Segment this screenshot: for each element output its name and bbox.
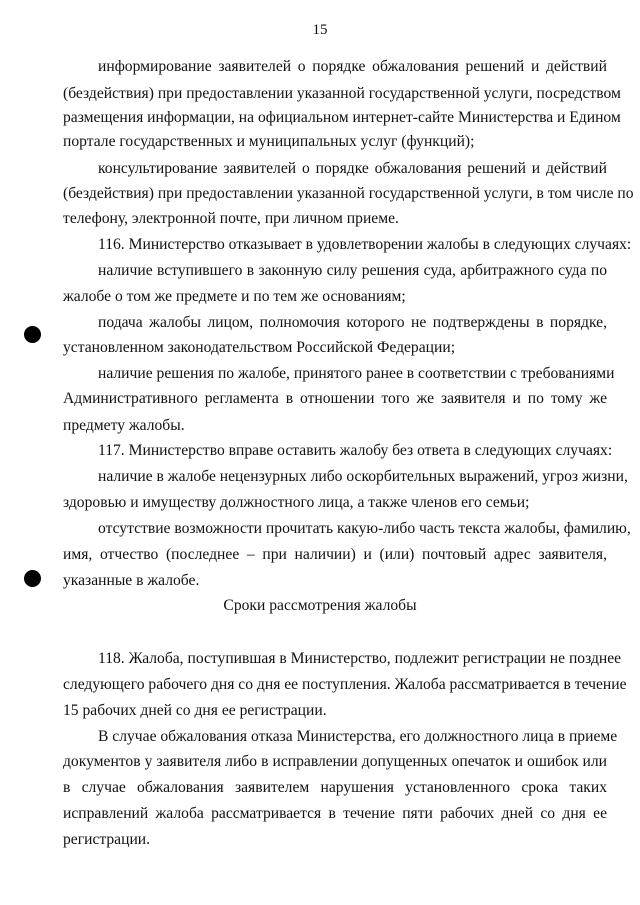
text-line: в случае обжалования заявителем нарушения установленного срока таких bbox=[63, 779, 607, 796]
text-line: имя, отчество (последнее – при наличии) и (или) почтовый адрес заявителя, bbox=[63, 546, 607, 563]
text-line: исправлений жалоба рассматривается в течение пяти рабочих дней со дня ее bbox=[63, 805, 607, 822]
section-117-heading: 117. Министерство вправе оставить жалобу без ответа в следующих случаях: bbox=[98, 442, 613, 459]
section-116-heading: 116. Министерство отказывает в удовлетворении жалобы в следующих случаях: bbox=[98, 236, 632, 253]
text-line: наличие в жалобе нецензурных либо оскорбительных выражений, угроз жизни, bbox=[98, 468, 628, 485]
text-line: предмету жалобы. bbox=[63, 417, 185, 434]
punch-hole-mark bbox=[24, 570, 41, 587]
text-line: размещения информации, на официальном интернет-сайте Министерства и Едином bbox=[63, 109, 621, 126]
punch-hole-mark bbox=[24, 326, 41, 343]
text-line: установленном законодательством Российской Федерации; bbox=[63, 339, 456, 356]
text-line: наличие решения по жалобе, принятого ранее в соответствии с требованиями bbox=[98, 365, 615, 382]
text-line: отсутствие возможности прочитать какую-либо часть текста жалобы, фамилию, bbox=[98, 520, 631, 537]
text-line: информирование заявителей о порядке обжалования решений и действий bbox=[98, 58, 607, 75]
text-line: документов у заявителя либо в исправлении допущенных опечаток и ошибок или bbox=[63, 753, 607, 770]
text-line: портале государственных и муниципальных услуг (функций); bbox=[63, 133, 475, 150]
text-line: жалобе о том же предмете и по тем же основаниям; bbox=[63, 288, 406, 305]
text-line: наличие вступившего в законную силу решения суда, арбитражного суда по bbox=[98, 262, 607, 279]
text-line: здоровью и имуществу должностного лица, а также членов его семьи; bbox=[63, 494, 530, 511]
text-line: 15 рабочих дней со дня ее регистрации. bbox=[63, 702, 327, 719]
text-line: телефону, электронной почте, при личном приеме. bbox=[63, 210, 399, 227]
page-number: 15 bbox=[312, 22, 328, 38]
text-line: В случае обжалования отказа Министерства, его должностного лица в приеме bbox=[98, 728, 618, 745]
text-line: подача жалобы лицом, полномочия которого не подтверждены в порядке, bbox=[98, 314, 607, 331]
text-line: 118. Жалоба, поступившая в Министерство, подлежит регистрации не позднее bbox=[98, 650, 622, 667]
text-line: (бездействия) при предоставлении указанной государственной услуги, в том числе по bbox=[63, 185, 634, 202]
text-line: следующего рабочего дня со дня ее поступления. Жалоба рассматривается в течение bbox=[63, 676, 627, 693]
text-line: указанные в жалобе. bbox=[63, 572, 200, 589]
text-line: регистрации. bbox=[63, 831, 151, 848]
section-heading: Сроки рассмотрения жалобы bbox=[223, 597, 417, 614]
text-line: (бездействия) при предоставлении указанной государственной услуги, посредством bbox=[63, 85, 621, 102]
text-line: консультирование заявителей о порядке обжалования решений и действий bbox=[98, 160, 607, 177]
text-line: Административного регламента в отношении того же заявителя и по тому же bbox=[63, 390, 607, 407]
